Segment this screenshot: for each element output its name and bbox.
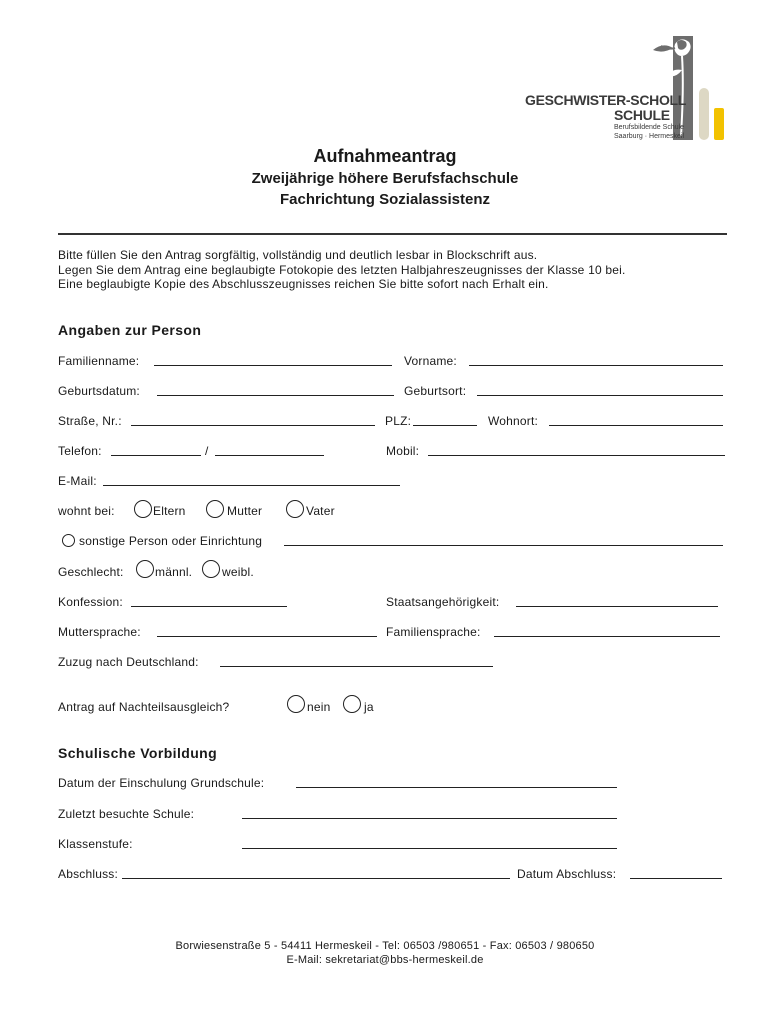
logo-sub2: Saarburg · Hermeskeil (614, 133, 685, 140)
label-wohnort: Wohnort: (488, 414, 539, 428)
label-datum-abschluss: Datum Abschluss: (517, 867, 617, 881)
label-geburtsort: Geburtsort: (404, 384, 467, 398)
label-maennl: männl. (155, 565, 193, 579)
familiensprache-field[interactable] (494, 625, 720, 637)
telefon-vorwahl-field[interactable] (111, 444, 201, 456)
label-mutter: Mutter (227, 504, 263, 518)
strasse-field[interactable] (131, 414, 375, 426)
konfession-field[interactable] (131, 595, 287, 607)
telefon-nummer-field[interactable] (215, 444, 324, 456)
logo-line1: GESCHWISTER-SCHOLL (525, 92, 687, 108)
label-nein: nein (307, 700, 331, 714)
einschulung-field[interactable] (296, 776, 617, 788)
wohnort-field[interactable] (549, 414, 723, 426)
staatsangehoerigkeit-field[interactable] (516, 595, 718, 607)
logo-sub1: Berufsbildende Schule (614, 124, 685, 131)
label-staatsangehoerigkeit: Staatsangehörigkeit: (386, 595, 500, 609)
radio-maennl[interactable] (136, 560, 154, 578)
radio-sonstige[interactable] (62, 534, 75, 547)
label-geburtsdatum: Geburtsdatum: (58, 384, 140, 398)
familienname-field[interactable] (154, 354, 392, 366)
label-mobil: Mobil: (386, 444, 420, 458)
intro-line-1: Bitte füllen Sie den Antrag sorgfältig, vollständig und deutlich lesbar in Blockschrift aus. (58, 248, 538, 262)
label-strasse: Straße, Nr.: (58, 414, 122, 428)
zuletzt-besuchte-schule-field[interactable] (242, 807, 617, 819)
section-heading-person: Angaben zur Person (58, 322, 202, 338)
page-subtitle-1: Zweijährige höhere Berufsfachschule (251, 170, 519, 187)
label-vater: Vater (306, 504, 335, 518)
email-field[interactable] (103, 474, 400, 486)
label-plz: PLZ: (385, 414, 412, 428)
label-vorname: Vorname: (404, 354, 457, 368)
logo-line2: SCHULE (614, 107, 670, 123)
label-telefon: Telefon: (58, 444, 102, 458)
radio-nein[interactable] (287, 695, 305, 713)
header-divider (58, 233, 727, 235)
label-familienname: Familienname: (58, 354, 140, 368)
label-email: E-Mail: (58, 474, 97, 488)
telefon-slash: / (205, 444, 209, 458)
geburtsdatum-field[interactable] (157, 384, 394, 396)
abschluss-field[interactable] (122, 867, 510, 879)
radio-mutter[interactable] (206, 500, 224, 518)
sonstige-field[interactable] (284, 534, 723, 546)
label-zuletzt-besuchte-schule: Zuletzt besuchte Schule: (58, 807, 195, 821)
radio-eltern[interactable] (134, 500, 152, 518)
label-familiensprache: Familiensprache: (386, 625, 481, 639)
mobil-field[interactable] (428, 444, 725, 456)
intro-line-2: Legen Sie dem Antrag eine beglaubigte Fotokopie des letzten Halbjahreszeugnisses der Klasse 10 bei. (58, 263, 626, 277)
footer-email: E-Mail: sekretariat@bbs-hermeskeil.de (286, 954, 484, 966)
label-nachteilsausgleich: Antrag auf Nachteilsausgleich? (58, 700, 230, 714)
vorname-field[interactable] (469, 354, 723, 366)
label-geschlecht: Geschlecht: (58, 565, 124, 579)
label-klassenstufe: Klassenstufe: (58, 837, 133, 851)
datum-abschluss-field[interactable] (630, 867, 722, 879)
page-title: Aufnahmeantrag (313, 146, 457, 166)
label-eltern: Eltern (153, 504, 186, 518)
label-wohnt-bei: wohnt bei: (58, 504, 115, 518)
radio-vater[interactable] (286, 500, 304, 518)
page-subtitle-2: Fachrichtung Sozialassistenz (279, 191, 491, 208)
label-ja: ja (364, 700, 374, 714)
radio-ja[interactable] (343, 695, 361, 713)
label-einschulung: Datum der Einschulung Grundschule: (58, 776, 265, 790)
muttersprache-field[interactable] (157, 625, 377, 637)
zuzug-field[interactable] (220, 655, 493, 667)
geburtsort-field[interactable] (477, 384, 723, 396)
klassenstufe-field[interactable] (242, 837, 617, 849)
label-abschluss: Abschluss: (58, 867, 119, 881)
label-konfession: Konfession: (58, 595, 123, 609)
school-logo (525, 34, 730, 144)
footer-address: Borwiesenstraße 5 - 54411 Hermeskeil - Tel: 06503 /980651 - Fax: 06503 / 980650 (175, 940, 595, 952)
label-muttersprache: Muttersprache: (58, 625, 141, 639)
label-sonstige: sonstige Person oder Einrichtung (79, 534, 263, 548)
label-weibl: weibl. (222, 565, 254, 579)
intro-line-3: Eine beglaubigte Kopie des Abschlusszeugnisses reichen Sie bitte sofort nach Erhalt ein. (58, 277, 549, 291)
label-zuzug: Zuzug nach Deutschland: (58, 655, 199, 669)
radio-weibl[interactable] (202, 560, 220, 578)
section-heading-schule: Schulische Vorbildung (58, 745, 218, 761)
plz-field[interactable] (413, 414, 477, 426)
